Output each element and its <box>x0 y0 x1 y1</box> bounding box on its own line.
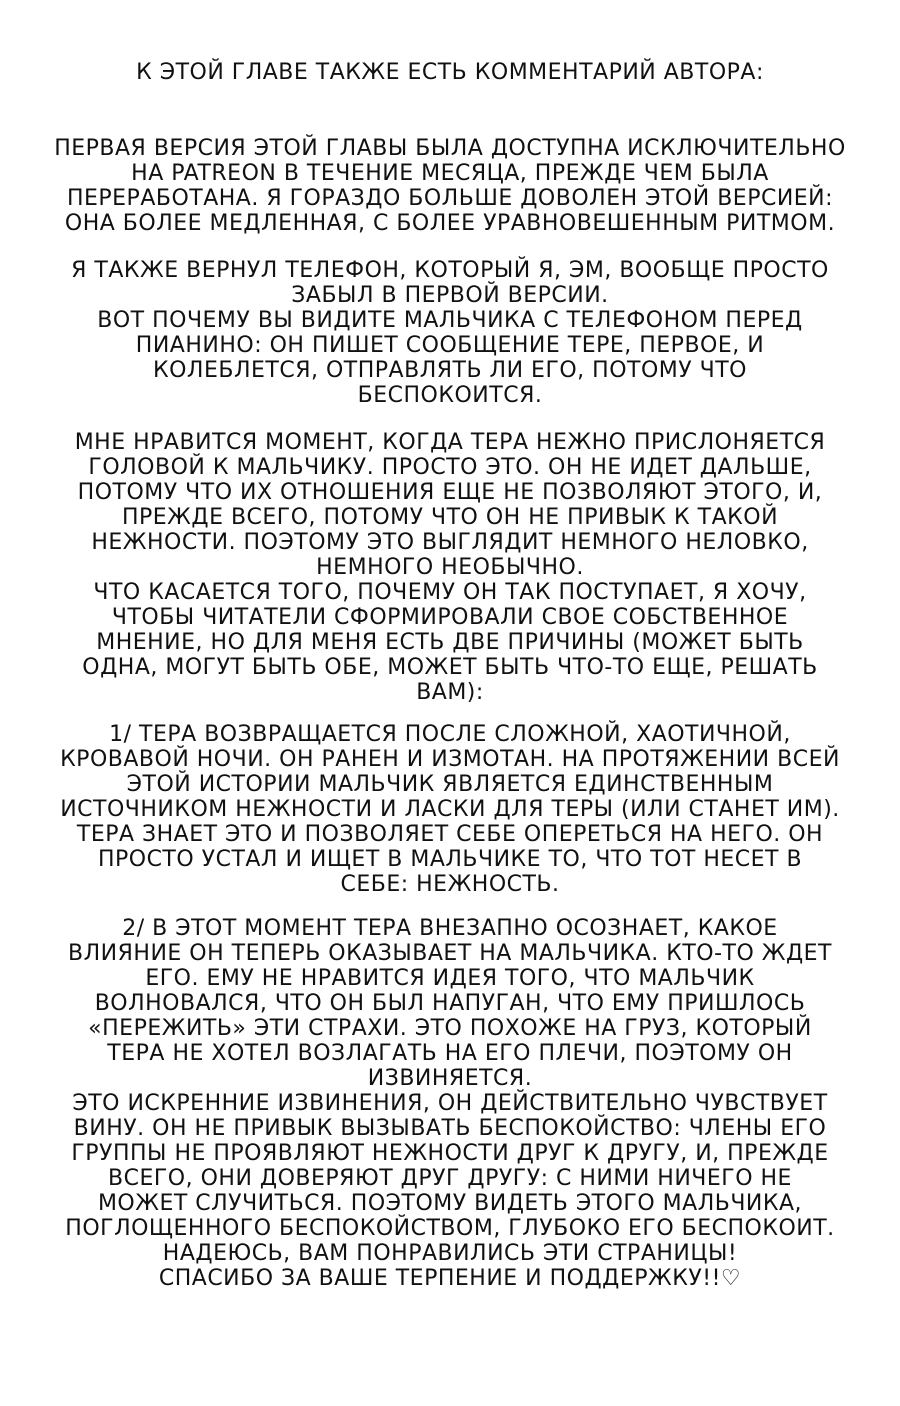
p4-line-7: СЕБЕ: НЕЖНОСТЬ. <box>340 872 560 897</box>
p3-line-1: МНЕ НРАВИТСЯ МОМЕНТ, КОГДА ТЕРА НЕЖНО ПРИСЛОНЯЕТСЯ <box>74 430 826 455</box>
p1-line-1: ПЕРВАЯ ВЕРСИЯ ЭТОЙ ГЛАВЫ БЫЛА ДОСТУПНА ИСКЛЮЧИТЕЛЬНО <box>54 136 846 161</box>
page-heading: К ЭТОЙ ГЛАВЕ ТАКЖЕ ЕСТЬ КОММЕНТАРИЙ АВТОРА: <box>136 60 764 85</box>
p4-line-6: ПРОСТО УСТАЛ И ИЩЕТ В МАЛЬЧИКЕ ТО, ЧТО ТОТ НЕСЕТ В <box>97 847 803 872</box>
p2-line-4: ПИАНИНО: ОН ПИШЕТ СООБЩЕНИЕ ТЕРЕ, ПЕРВОЕ, И <box>135 333 765 358</box>
p5-line-12: МОЖЕТ СЛУЧИТЬСЯ. ПОЭТОМУ ВИДЕТЬ ЭТОГО МАЛЬЧИКА, <box>97 1191 803 1216</box>
p3-line-9: МНЕНИЕ, НО ДЛЯ МЕНЯ ЕСТЬ ДВЕ ПРИЧИНЫ (МОЖЕТ БЫТЬ <box>96 630 804 655</box>
p3-line-8: ЧТОБЫ ЧИТАТЕЛИ СФОРМИРОВАЛИ СВОЕ СОБСТВЕННОЕ <box>111 605 789 630</box>
p3-line-5: НЕЖНОСТИ. ПОЭТОМУ ЭТО ВЫГЛЯДИТ НЕМНОГО НЕЛОВКО, <box>91 530 809 555</box>
p5-line-4: ВОЛНОВАЛСЯ, ЧТО ОН БЫЛ НАПУГАН, ЧТО ЕМУ ПРИШЛОСЬ <box>94 991 806 1016</box>
p4-line-4: ИСТОЧНИКОМ НЕЖНОСТИ И ЛАСКИ ДЛЯ ТЕРЫ (ИЛИ СТАНЕТ ИМ). <box>60 797 840 822</box>
p3-line-2: ГОЛОВОЙ К МАЛЬЧИКУ. ПРОСТО ЭТО. ОН НЕ ИДЕТ ДАЛЬШЕ, <box>88 455 812 480</box>
p5-line-8: ЭТО ИСКРЕННИЕ ИЗВИНЕНИЯ, ОН ДЕЙСТВИТЕЛЬНО ЧУВСТВУЕТ <box>72 1091 828 1116</box>
p3-line-11: ВАМ): <box>416 680 484 705</box>
p5-line-5: «ПЕРЕЖИТЬ» ЭТИ СТРАХИ. ЭТО ПОХОЖЕ НА ГРУЗ, КОТОРЫЙ <box>88 1016 812 1041</box>
p5-line-1: 2/ В ЭТОТ МОМЕНТ ТЕРА ВНЕЗАПНО ОСОЗНАЕТ, КАКОЕ <box>122 916 778 941</box>
p5-line-15: СПАСИБО ЗА ВАШЕ ТЕРПЕНИЕ И ПОДДЕРЖКУ!!♡ <box>158 1266 742 1291</box>
p3-line-3: ПОТОМУ ЧТО ИХ ОТНОШЕНИЯ ЕЩЕ НЕ ПОЗВОЛЯЮТ ЭТОГО, И, <box>77 480 823 505</box>
p2-line-5: КОЛЕБЛЕТСЯ, ОТПРАВЛЯТЬ ЛИ ЕГО, ПОТОМУ ЧТО <box>153 358 747 383</box>
p5-line-13: ПОГЛОЩЕННОГО БЕСПОКОЙСТВОМ, ГЛУБОКО ЕГО БЕСПОКОИТ. <box>65 1216 835 1241</box>
p3-line-10: ОДНА, МОГУТ БЫТЬ ОБЕ, МОЖЕТ БЫТЬ ЧТО-ТО ЕЩЕ, РЕШАТЬ <box>82 655 818 680</box>
p3-line-6: НЕМНОГО НЕОБЫЧНО. <box>316 555 584 580</box>
p5-line-11: ВСЕГО, ОНИ ДОВЕРЯЮТ ДРУГ ДРУГУ: С НИМИ НИЧЕГО НЕ <box>108 1166 792 1191</box>
p5-line-9: ВИНУ. ОН НЕ ПРИВЫК ВЫЗЫВАТЬ БЕСПОКОЙСТВО: ЧЛЕНЫ ЕГО <box>73 1116 827 1141</box>
p1-line-3: ПЕРЕРАБОТАНА. Я ГОРАЗДО БОЛЬШЕ ДОВОЛЕН ЭТОЙ ВЕРСИЕЙ: <box>66 186 834 211</box>
p3-line-7: ЧТО КАСАЕТСЯ ТОГО, ПОЧЕМУ ОН ТАК ПОСТУПАЕТ, Я ХОЧУ, <box>93 580 807 605</box>
p2-line-1: Я ТАКЖЕ ВЕРНУЛ ТЕЛЕФОН, КОТОРЫЙ Я, ЭМ, ВООБЩЕ ПРОСТО <box>71 258 829 283</box>
p1-line-2: НА PATREON В ТЕЧЕНИЕ МЕСЯЦА, ПРЕЖДЕ ЧЕМ БЫЛА <box>131 161 769 186</box>
p5-line-2: ВЛИЯНИЕ ОН ТЕПЕРЬ ОКАЗЫВАЕТ НА МАЛЬЧИКА. КТО-ТО ЖДЕТ <box>68 941 832 966</box>
p4-line-3: ЭТОЙ ИСТОРИИ МАЛЬЧИК ЯВЛЯЕТСЯ ЕДИНСТВЕННЫМ <box>126 772 774 797</box>
p2-line-6: БЕСПОКОИТСЯ. <box>357 383 543 408</box>
p5-line-14: НАДЕЮСЬ, ВАМ ПОНРАВИЛИСЬ ЭТИ СТРАНИЦЫ! <box>162 1241 738 1266</box>
p4-line-2: КРОВАВОЙ НОЧИ. ОН РАНЕН И ИЗМОТАН. НА ПРОТЯЖЕНИИ ВСЕЙ <box>60 747 840 772</box>
p5-line-6: ТЕРА НЕ ХОТЕЛ ВОЗЛАГАТЬ НА ЕГО ПЛЕЧИ, ПОЭТОМУ ОН <box>107 1041 793 1066</box>
p5-line-10: ГРУППЫ НЕ ПРОЯВЛЯЮТ НЕЖНОСТИ ДРУГ К ДРУГУ, И, ПРЕЖДЕ <box>71 1141 829 1166</box>
p3-line-4: ПРЕЖДЕ ВСЕГО, ПОТОМУ ЧТО ОН НЕ ПРИВЫК К ТАКОЙ <box>121 505 779 530</box>
p2-line-3: ВОТ ПОЧЕМУ ВЫ ВИДИТЕ МАЛЬЧИКА С ТЕЛЕФОНОМ ПЕРЕД <box>97 308 803 333</box>
p2-line-2: ЗАБЫЛ В ПЕРВОЙ ВЕРСИИ. <box>291 283 609 308</box>
p5-line-3: ЕГО. ЕМУ НЕ НРАВИТСЯ ИДЕЯ ТОГО, ЧТО МАЛЬЧИК <box>145 966 755 991</box>
p5-line-7: ИЗВИНЯЕТСЯ. <box>367 1066 533 1091</box>
p4-line-1: 1/ ТЕРА ВОЗВРАЩАЕТСЯ ПОСЛЕ СЛОЖНОЙ, ХАОТИЧНОЙ, <box>109 722 791 747</box>
p1-line-4: ОНА БОЛЕЕ МЕДЛЕННАЯ, С БОЛЕЕ УРАВНОВЕШЕННЫМ РИТМОМ. <box>64 211 836 236</box>
p4-line-5: ТЕРА ЗНАЕТ ЭТО И ПОЗВОЛЯЕТ СЕБЕ ОПЕРЕТЬСЯ НА НЕГО. ОН <box>76 822 824 847</box>
